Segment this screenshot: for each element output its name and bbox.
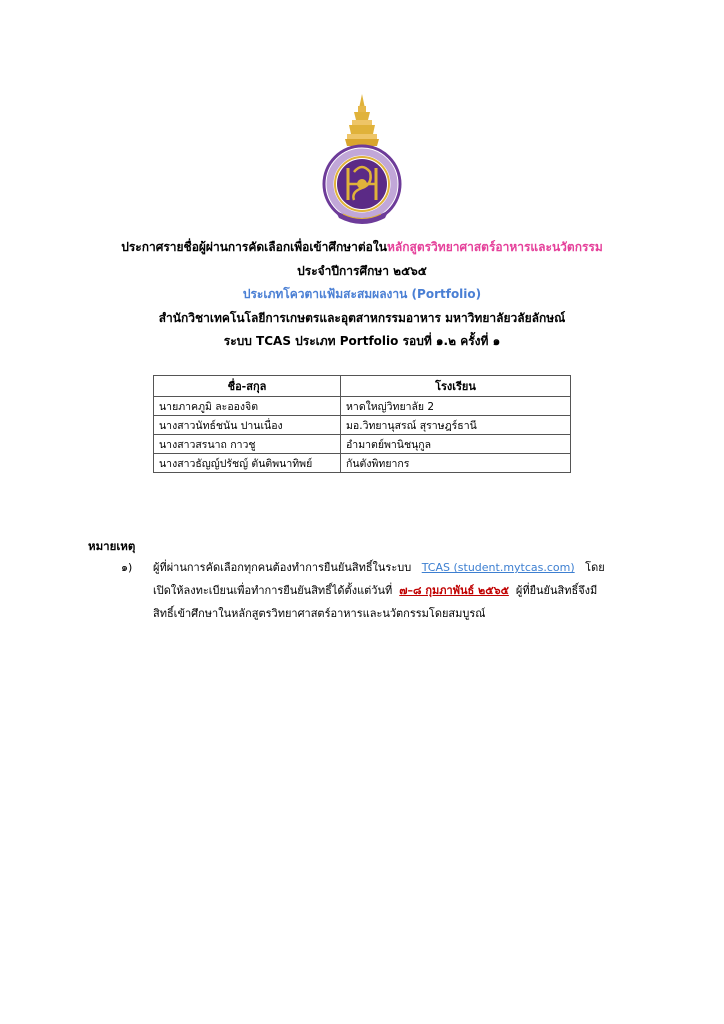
tcas-round: ระบบ TCAS ประเภท Portfolio รอบที่ ๑.๒ ครั้งที่ ๑ xyxy=(223,334,501,348)
remark-text: ผู้ที่ผ่านการคัดเลือกทุกคนต้องทำการยืนยันสิทธิ์ในระบบ xyxy=(153,561,412,574)
student-name: นายภาคภูมิ ละอองจิต xyxy=(154,397,341,416)
student-school: อำมาตย์พานิชนุกูล xyxy=(341,435,571,454)
school-name: สำนักวิชาเทคโนโลยีการเกษตรและอุตสาหกรรมอาหาร มหาวิทยาลัยวลัยลักษณ์ xyxy=(158,310,566,325)
remark-number: ๑) xyxy=(121,561,133,574)
remark-line-3: สิทธิ์เข้าศึกษาในหลักสูตรวิทยาศาสตร์อาหารและนวัตกรรมโดยสมบูรณ์ xyxy=(153,607,486,620)
student-name: นางสาวนัทธ์ชนัน ปานเนื่อง xyxy=(154,416,341,435)
announcement-header xyxy=(0,236,724,354)
table-header-row xyxy=(154,376,571,397)
table-row xyxy=(154,454,571,473)
header-line-1 xyxy=(0,236,724,260)
remark-line-1 xyxy=(153,556,641,579)
column-header-school: โรงเรียน xyxy=(341,376,571,397)
remark-text: โดย xyxy=(585,561,605,574)
academic-year: ประจำปีการศึกษา ๒๕๖๕ xyxy=(297,263,427,278)
student-name: นางสาวธัญญ์ปรัชญ์ ตันติพนาทิพย์ xyxy=(154,454,341,473)
header-prefix: ประกาศรายชื่อผู้ผ่านการคัดเลือกเพื่อเข้าศึกษาต่อใน xyxy=(121,240,387,254)
remark-text: เปิดให้ลงทะเบียนเพื่อทำการยืนยันสิทธิ์ได้ตั้งแต่วันที่ xyxy=(153,584,393,597)
table-row xyxy=(154,435,571,454)
student-school: กันตังพิทยากร xyxy=(341,454,571,473)
admission-type: ประเภทโควตาแฟ้มสะสมผลงาน (Portfolio) xyxy=(242,287,482,301)
remark-item xyxy=(121,556,641,625)
results-table xyxy=(153,375,571,473)
remark-text: ผู้ที่ยืนยันสิทธิ์จึงมี xyxy=(515,584,598,597)
column-header-name: ชื่อ-สกุล xyxy=(154,376,341,397)
tcas-link[interactable]: TCAS (student.mytcas.com) xyxy=(421,561,575,574)
table-row xyxy=(154,416,571,435)
student-name: นางสาวสรนาถ กาวชู xyxy=(154,435,341,454)
confirmation-date: ๗–๘ กุมภาพันธ์ ๒๕๖๕ xyxy=(399,584,509,597)
remark-line-2 xyxy=(153,579,641,602)
program-name: หลักสูตรวิทยาศาสตร์อาหารและนวัตกรรม xyxy=(386,240,603,254)
table-row xyxy=(154,397,571,416)
university-seal-icon xyxy=(321,92,403,224)
student-school: มอ.วิทยานุสรณ์ สุราษฎร์ธานี xyxy=(341,416,571,435)
remarks-title: หมายเหตุ xyxy=(88,539,136,553)
student-school: หาดใหญ่วิทยาลัย 2 xyxy=(341,397,571,416)
